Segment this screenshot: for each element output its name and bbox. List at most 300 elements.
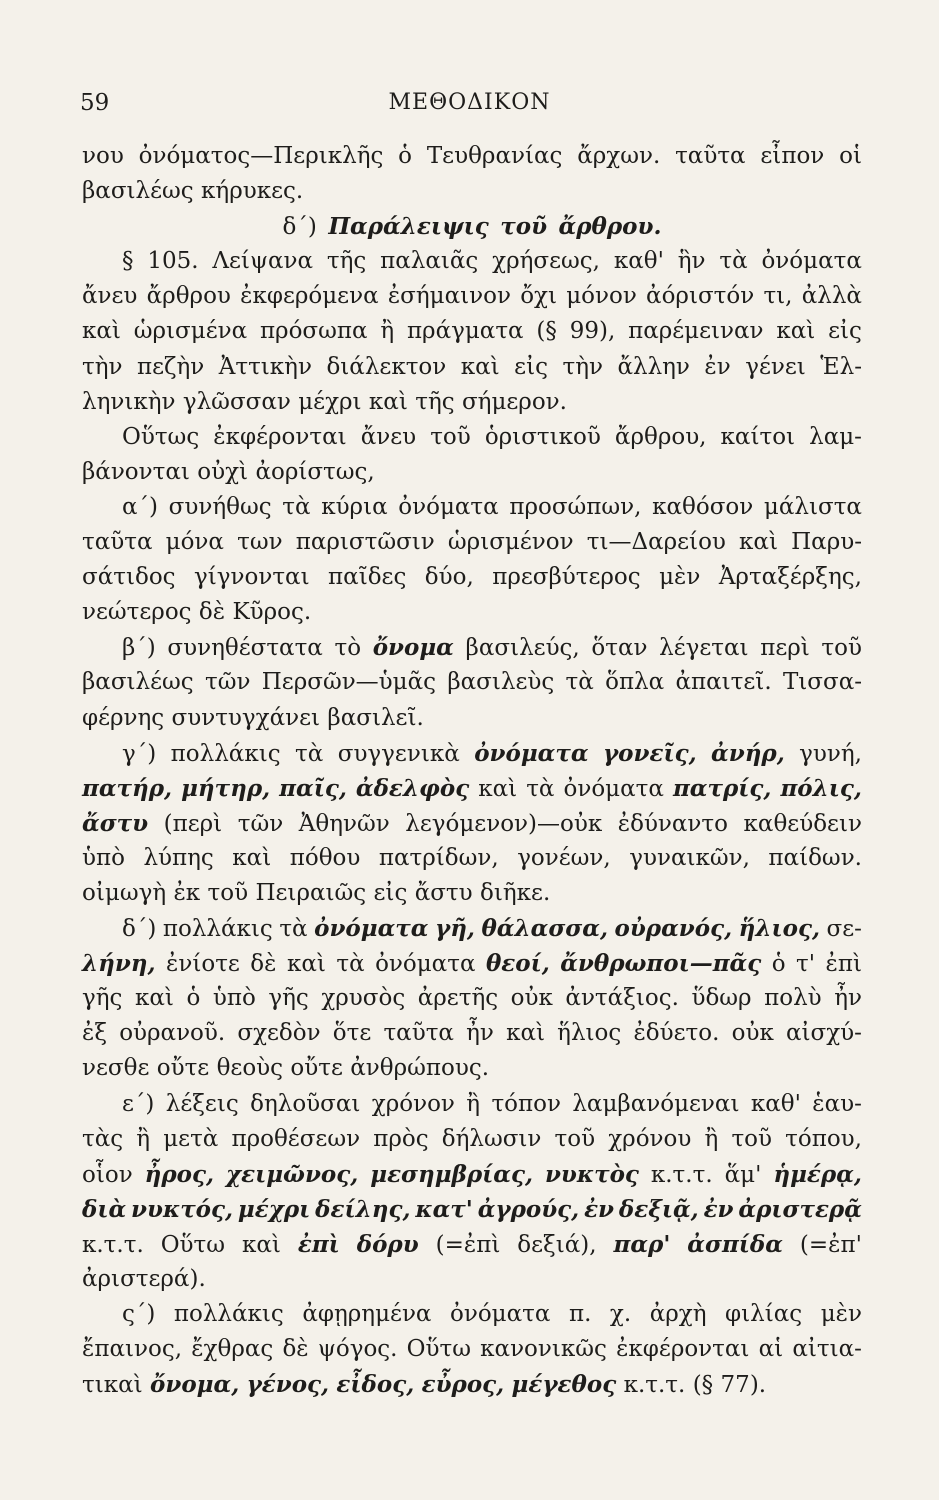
text-line — [82, 248, 862, 283]
word: μὲν — [820, 1301, 862, 1328]
word: ε΄) — [122, 1090, 155, 1117]
word: ἀφῃρημένα — [302, 1301, 432, 1328]
text-line — [82, 950, 862, 985]
word: ὁριστικοῦ — [484, 423, 601, 450]
text-line — [82, 318, 862, 353]
word: παρ' — [613, 1230, 671, 1258]
word: μετὰ — [163, 1125, 219, 1152]
word: μέγεθος — [511, 1371, 617, 1399]
text-line — [82, 354, 862, 389]
text-line — [82, 634, 862, 669]
word: πρόσωπα — [259, 318, 368, 345]
word: χρήσεως, — [492, 248, 600, 275]
word: πρεσβύτερος — [492, 564, 641, 591]
word: ἣν — [677, 248, 706, 275]
word: ἐξ — [82, 1020, 108, 1047]
word: τι—Δαρείου — [586, 529, 726, 556]
word: ἦν — [466, 1020, 494, 1047]
word: καθόσον — [652, 493, 754, 520]
word: καὶ — [776, 318, 816, 345]
word: ἐπὶ — [825, 951, 862, 978]
word: συγγενικὰ — [337, 740, 460, 767]
word: οὐκ — [510, 985, 553, 1012]
word: εὖρος, — [421, 1371, 505, 1399]
word: ἡμέρᾳ, — [773, 1160, 862, 1188]
text-line — [82, 459, 862, 494]
word: δὲ — [198, 599, 226, 626]
word: τοῦ — [731, 1125, 772, 1152]
word: τὰ — [719, 248, 748, 275]
word: νεώτερος — [82, 599, 192, 626]
word: (§ — [536, 318, 557, 345]
text-line — [82, 424, 862, 459]
word: ὁ — [398, 143, 413, 169]
word: ὄνομα — [372, 634, 454, 662]
word: λύπης — [143, 844, 214, 871]
word: ἔχθρας — [191, 1336, 274, 1363]
word: εἶπον — [760, 143, 825, 169]
word: γονεῖς, — [602, 739, 697, 767]
word: μεσημβρίας, — [370, 1160, 533, 1188]
word: πατρίδων, — [378, 844, 499, 871]
word: γῆς — [82, 985, 123, 1012]
word: τόπου, — [785, 1125, 862, 1152]
word: ὅτε — [332, 1020, 372, 1047]
word: εἰς — [373, 879, 408, 906]
word: κ.τ.τ. — [623, 1372, 686, 1399]
word: ληνικὴν — [82, 388, 176, 415]
word: κανονικῶς — [480, 1336, 607, 1363]
word: ἐδύετο. — [633, 1020, 720, 1047]
word: ἑαυ- — [812, 1090, 862, 1117]
word: § — [122, 248, 134, 275]
word: γυνή, — [799, 740, 862, 767]
word: νυκτὸς — [544, 1160, 639, 1188]
word: χρυσὸς — [321, 985, 406, 1012]
word: ἐν — [704, 353, 731, 380]
word: καθ' — [613, 248, 664, 275]
word: γένος, — [246, 1371, 330, 1399]
word: νεσθε — [82, 1055, 150, 1082]
word: δὲ — [250, 951, 277, 978]
word: τὰ — [526, 775, 555, 802]
word: β΄) — [122, 635, 156, 662]
word: εἶδος, — [336, 1371, 415, 1399]
page-number: 59 — [80, 90, 110, 116]
word: ταῦτα — [82, 529, 153, 556]
word: δείλης, — [315, 1195, 411, 1223]
word: ἄνθρωποι—πᾶς — [560, 950, 762, 978]
word: παῖς, — [279, 774, 347, 802]
word: Οὕτω — [406, 1336, 471, 1363]
word: Ἑλ- — [820, 353, 862, 380]
word: ἅμ' — [724, 1161, 762, 1188]
word: συνήθως — [168, 493, 272, 520]
word: γῆς — [268, 985, 309, 1012]
word: μόνον — [566, 283, 637, 310]
word: παριστῶσιν — [295, 529, 435, 556]
word: ἀνθρώπους. — [350, 1055, 490, 1082]
word: ἥλιος — [557, 1020, 622, 1047]
word: ὅπλα — [605, 669, 665, 696]
word: διὰ — [82, 1195, 127, 1223]
word: ἦν — [834, 985, 862, 1012]
word: ἄλλην — [617, 353, 690, 380]
word: (=ἐπ' — [799, 1231, 862, 1258]
word: ὀνόματα — [398, 493, 499, 520]
word: πράγματα — [406, 318, 524, 345]
word: φέρνης — [82, 704, 165, 731]
word: νου — [82, 143, 124, 169]
word: ὀνόματα — [375, 951, 476, 978]
word: χειμῶνος, — [225, 1160, 359, 1188]
word: λέγεται — [659, 635, 749, 662]
text-body — [82, 143, 862, 1406]
word: τοῦ — [821, 635, 862, 662]
word: προσώπων, — [509, 493, 642, 520]
word: δόρυ — [356, 1230, 419, 1258]
word: σάτιδος — [82, 564, 176, 591]
word: περὶ — [760, 635, 810, 662]
word: ἐσήμαινον — [387, 283, 511, 310]
word: δεξιά), — [517, 1231, 597, 1258]
word: χρόνον — [371, 1090, 455, 1117]
word: ἀλλὰ — [801, 283, 862, 310]
word: τῆς — [415, 388, 455, 415]
word: ἢ — [380, 318, 395, 345]
word: σε- — [826, 916, 862, 943]
word: τὰ — [295, 740, 324, 767]
text-line — [82, 283, 862, 318]
word: ἄρχων. — [577, 143, 661, 169]
word: α΄) — [122, 493, 159, 520]
word: ὑπὸ — [82, 844, 125, 871]
word: τὰ — [279, 916, 308, 943]
word: καὶ — [478, 775, 518, 802]
word: Παράλειψις — [328, 213, 489, 241]
text-line — [82, 775, 862, 810]
word: γένει — [745, 353, 806, 380]
word: τόπον — [491, 1090, 561, 1117]
word: τὸ — [334, 635, 362, 662]
word: δ΄) — [282, 214, 317, 241]
word: ὀνόματος—Περικλῆς — [138, 143, 384, 169]
word: πολλάκις — [162, 916, 273, 943]
text-line — [82, 599, 862, 634]
word: αἰσχύ- — [786, 1020, 862, 1047]
text-line — [82, 1055, 862, 1090]
word: οὐκ — [731, 1020, 774, 1047]
word: κ.τ.τ. — [82, 1231, 144, 1258]
text-line — [82, 389, 862, 424]
word: Οὕτω — [160, 1231, 226, 1258]
word: τ' — [796, 951, 816, 978]
word: τοῦ — [207, 879, 249, 906]
word: εἰς — [514, 353, 548, 380]
word: καὶ — [134, 985, 174, 1012]
word: δ΄) — [122, 916, 157, 943]
text-line — [82, 1336, 862, 1371]
word: μὲν — [659, 564, 701, 591]
word: τὴν — [562, 353, 603, 380]
word: ἐκφέρονται — [213, 423, 347, 450]
word: κατ' — [415, 1195, 473, 1223]
text-line — [82, 1020, 862, 1055]
text-line — [82, 810, 862, 845]
word: μέχρι — [298, 388, 362, 415]
word: ἀσπίδα — [687, 1230, 783, 1258]
word: καὶ — [241, 1231, 281, 1258]
text-line — [82, 1161, 862, 1196]
word: πολλάκις — [173, 1301, 284, 1328]
word: ἔπαινος, — [82, 1336, 183, 1363]
word: Τισσα- — [782, 669, 862, 696]
word: οὔτε — [290, 1055, 343, 1082]
word: ὡρισμένα — [133, 318, 248, 345]
text-line — [82, 213, 862, 248]
word: 105. — [147, 248, 199, 275]
word: σχεδὸν — [237, 1020, 321, 1047]
text-line — [82, 1091, 862, 1126]
word: γ΄) — [122, 740, 157, 767]
word: ὡρισμένον — [447, 529, 574, 556]
word: λεγόμενον)—οὐκ — [405, 810, 603, 837]
word: πολὺ — [764, 985, 822, 1012]
word: πόλις, — [780, 774, 862, 802]
word: οὐρανός, — [614, 915, 733, 943]
text-line — [82, 669, 862, 704]
word: Παρυ- — [791, 529, 862, 556]
word: βασιλέως — [82, 669, 194, 696]
word: Πειραιῶς — [255, 879, 367, 906]
word: ὑπὸ — [212, 985, 256, 1012]
word: 99), — [569, 318, 616, 345]
word: πατρίς, — [672, 774, 772, 802]
text-line — [82, 1371, 862, 1406]
word: ταῦτα — [675, 143, 746, 169]
word: οἷον — [82, 1161, 133, 1188]
word: ἦρος, — [144, 1160, 215, 1188]
word: (§ — [692, 1372, 714, 1399]
word: συντυγχάνει — [171, 704, 321, 731]
word: τὰ — [565, 669, 594, 696]
word: ἀρχὴ — [649, 1301, 707, 1328]
word: λήνη, — [82, 950, 156, 978]
word: τὴν — [82, 353, 123, 380]
word: ἀγρούς, — [477, 1195, 580, 1223]
word: ἐδύναντο — [617, 810, 728, 837]
word: ὀνόματα — [450, 1301, 551, 1328]
word: καὶ — [368, 388, 408, 415]
word: πολλάκις — [170, 740, 281, 767]
page-header — [78, 90, 861, 120]
word: λαμβανόμεναι — [572, 1090, 740, 1117]
text-line — [82, 143, 862, 178]
word: Οὕτως — [122, 423, 200, 450]
word: λαμ- — [809, 423, 862, 450]
word: γονέων, — [517, 844, 611, 871]
word: ψόγος. — [317, 1336, 398, 1363]
word: διάλεκτον — [326, 353, 447, 380]
word: οὐχὶ — [197, 458, 249, 485]
word: ἐπὶ — [297, 1230, 340, 1258]
word: παῖδες — [328, 564, 407, 591]
word: καὶ — [739, 529, 778, 556]
text-line — [82, 529, 862, 564]
word: φιλίας — [725, 1301, 803, 1328]
word: ἄρθρου — [146, 283, 231, 310]
text-line — [82, 178, 862, 213]
text-line — [82, 1126, 862, 1161]
word: εἰς — [828, 318, 862, 345]
word: 77). — [720, 1372, 767, 1399]
word: Ἀρταξέρξης, — [718, 564, 862, 591]
word: σήμερον. — [461, 388, 567, 415]
word: κ.τ.τ. — [650, 1161, 713, 1188]
word: ἐκ — [173, 879, 201, 906]
word: τῶν — [204, 669, 251, 696]
word: ἄνευ — [82, 283, 138, 310]
word: χρόνου — [608, 1125, 692, 1152]
word: βάνονται — [82, 458, 190, 485]
word: μήτηρ, — [181, 774, 271, 802]
word: νυκτός, — [131, 1195, 234, 1223]
word: γυναικῶν, — [629, 844, 750, 871]
word: Περσῶν—ὑμᾶς — [261, 669, 437, 696]
word: μέχρι — [237, 1195, 311, 1223]
word: πρὸς — [373, 1125, 429, 1152]
word: καὶ — [286, 951, 326, 978]
word: ὁ — [186, 985, 201, 1012]
word: ἐκφερόμενα — [240, 283, 379, 310]
word: Ἀθηνῶν — [298, 810, 390, 837]
word: πόθου — [289, 844, 361, 871]
word: ἢ — [704, 1125, 719, 1152]
word: βασιλεὺς — [447, 669, 555, 696]
word: μάλιστα — [763, 493, 862, 520]
word: ἐκφέρονται — [616, 1336, 750, 1363]
word: Τευθρανίας — [426, 143, 563, 169]
word: γλῶσσαν — [182, 388, 291, 415]
word: διῆκε. — [480, 879, 551, 906]
word: ἀπαιτεῖ. — [675, 669, 772, 696]
word: ἄνευ — [360, 423, 417, 450]
word: τικαὶ — [82, 1372, 143, 1399]
word: χ. — [609, 1301, 632, 1328]
word: ὕδωρ — [691, 985, 752, 1012]
word: καὶ — [506, 1020, 545, 1047]
word: καὶ — [82, 318, 121, 345]
word: τὰ — [282, 493, 311, 520]
text-line — [82, 564, 862, 599]
text-line — [82, 1266, 862, 1301]
word: οἱ — [839, 143, 862, 169]
word: ὀνόματα — [563, 775, 664, 802]
word: παρέμειναν — [628, 318, 764, 345]
word: καθ' — [750, 1090, 801, 1117]
word: τὰ — [336, 951, 365, 978]
text-line — [82, 1231, 862, 1266]
word: παίδων. — [768, 844, 862, 871]
word: τοῦ — [430, 423, 471, 450]
word: καὶ — [460, 353, 500, 380]
word: (=ἐπὶ — [435, 1231, 501, 1258]
word: καὶ — [232, 844, 272, 871]
word: παλαιᾶς — [380, 248, 479, 275]
word: ὅταν — [591, 635, 648, 662]
text-line — [82, 880, 862, 915]
word: ὀνόματα — [474, 739, 589, 767]
word: οὐρανοῦ. — [119, 1020, 226, 1047]
word: ἀδελφὸς — [355, 774, 470, 802]
word: θεοί, — [485, 950, 550, 978]
word: καίτοι — [720, 423, 796, 450]
word: μόνα — [165, 529, 224, 556]
word: ἀόριστόν — [646, 283, 755, 310]
word: βασιλέως — [82, 178, 194, 205]
word: Κῦρος. — [232, 599, 312, 626]
word: ἀρετῆς — [417, 985, 499, 1012]
word: των — [237, 529, 283, 556]
word: ἀντάξιος. — [565, 985, 679, 1012]
word: ἄρθρου. — [558, 213, 662, 241]
word: ἐν — [703, 1195, 734, 1223]
word: λέξεις — [165, 1090, 239, 1117]
word: τι, — [763, 283, 793, 310]
word: ὁ — [771, 951, 786, 978]
word: ἢ — [136, 1125, 151, 1152]
word: πατήρ, — [82, 774, 173, 802]
text-line — [82, 1301, 862, 1336]
word: πεζὴν — [136, 353, 205, 380]
word: οἰμωγὴ — [82, 879, 167, 906]
word: δηλοῦσαι — [250, 1090, 361, 1117]
word: ὄχι — [520, 283, 557, 310]
word: κύρια — [321, 493, 388, 520]
text-line — [82, 740, 862, 775]
word: ἐνίοτε — [166, 951, 240, 978]
word: γῆ, — [435, 915, 475, 943]
word: τοῦ — [500, 213, 548, 241]
word: ἀνήρ, — [711, 739, 785, 767]
word: συνηθέστατα — [167, 635, 323, 662]
word: τῆς — [326, 248, 367, 275]
word: ἄστυ — [414, 879, 473, 906]
word: ἄστυ — [82, 809, 149, 837]
word: ἀριστερά). — [82, 1266, 206, 1292]
text-line — [82, 705, 862, 740]
word: ἢ — [466, 1090, 481, 1117]
word: δὲ — [282, 1336, 309, 1363]
word: βασιλεύς, — [465, 635, 580, 662]
word: ἀριστερᾷ — [738, 1195, 862, 1223]
running-title: ΜΕΘΟΔΙΚΟΝ — [388, 90, 551, 115]
word: ὀνόματα — [314, 915, 429, 943]
word: π. — [568, 1301, 592, 1328]
word: θάλασσα, — [481, 915, 608, 943]
word: ἥλιος, — [738, 915, 820, 943]
text-line — [82, 845, 862, 880]
word: ἀορίστως, — [255, 458, 375, 485]
word: ἄρθρου, — [614, 423, 707, 450]
word: ἐν — [584, 1195, 615, 1223]
word: (περὶ — [163, 810, 223, 837]
word: κήρυκες. — [201, 178, 304, 205]
word: ὄνομα, — [150, 1371, 240, 1399]
text-line — [82, 494, 862, 529]
word: ταῦτα — [383, 1020, 454, 1047]
word: Ἀττικὴν — [218, 353, 312, 380]
